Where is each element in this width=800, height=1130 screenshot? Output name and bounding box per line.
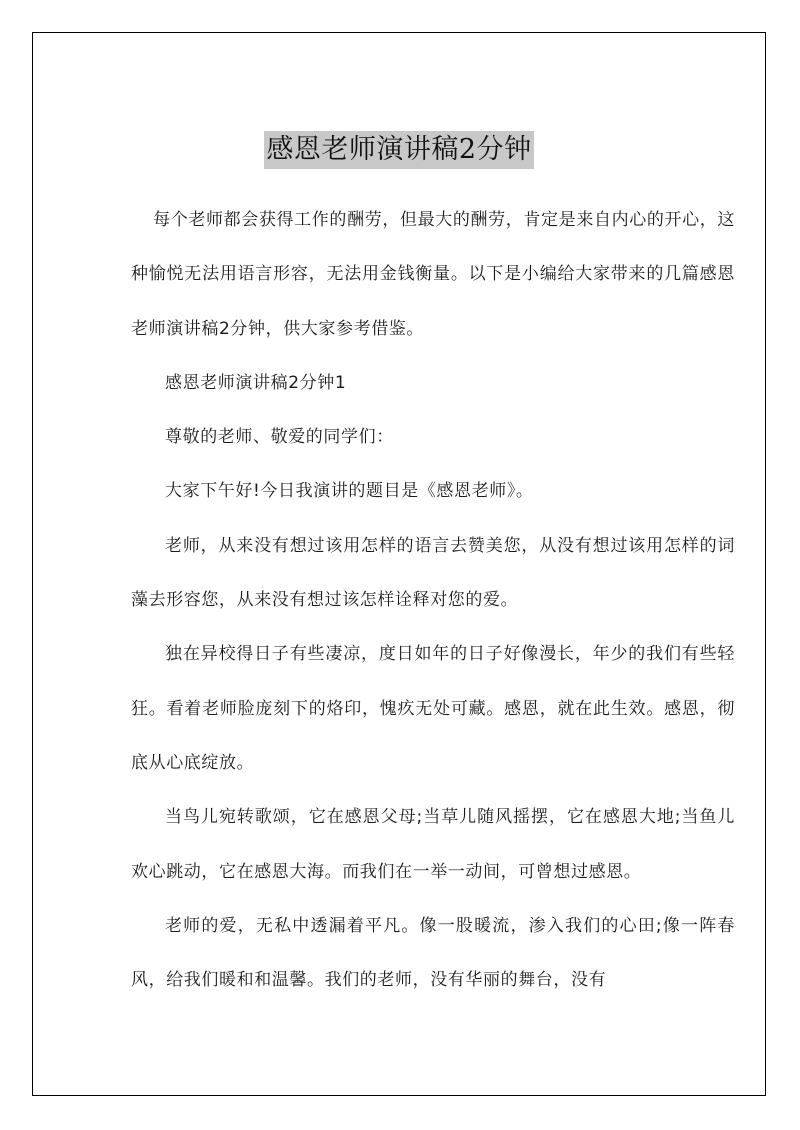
salutation-paragraph: 尊敬的老师、敬爱的同学们： [165,427,394,448]
body-paragraph: 老师，从来没有想过该用怎样的语言去赞美您，从没有想过该用怎样的词藻去形容您，从来没有想过该怎样诠释对您的爱。 [131,535,735,611]
greeting-paragraph: 大家下午好!今日我演讲的题目是《感恩老师》。 [165,481,534,502]
document-body [131,193,735,1007]
title-wrap [33,131,765,169]
section-heading: 感恩老师演讲稿2分钟1 [165,372,347,393]
intro-paragraph: 每个老师都会获得工作的酬劳，但最大的酬劳，肯定是来自内心的开心，这种愉悦无法用语言形容，无法用金钱衡量。以下是小编给大家带来的几篇感恩老师演讲稿2分钟，供大家参考借鉴。 [131,210,735,339]
body-paragraph: 当鸟儿宛转歌颂，它在感恩父母;当草儿随风摇摆，它在感恩大地;当鱼儿欢心跳动，它在感恩大海。而我们在一举一动间，可曾想过感恩。 [131,807,735,882]
body-paragraph: 独在异校得日子有些凄凉，度日如年的日子好像漫长，年少的我们有些轻狂。看着老师脸庞刻下的烙印，愧疚无处可藏。感恩，就在此生效。感恩，彻底从心底绽放。 [131,644,735,773]
body-paragraph: 老师的爱，无私中透漏着平凡。像一股暖流，渗入我们的心田;像一阵春风，给我们暖和和温馨。我们的老师，没有华丽的舞台，没有 [131,915,735,991]
document-page [32,32,766,1096]
document-title: 感恩老师演讲稿2分钟 [264,131,533,169]
